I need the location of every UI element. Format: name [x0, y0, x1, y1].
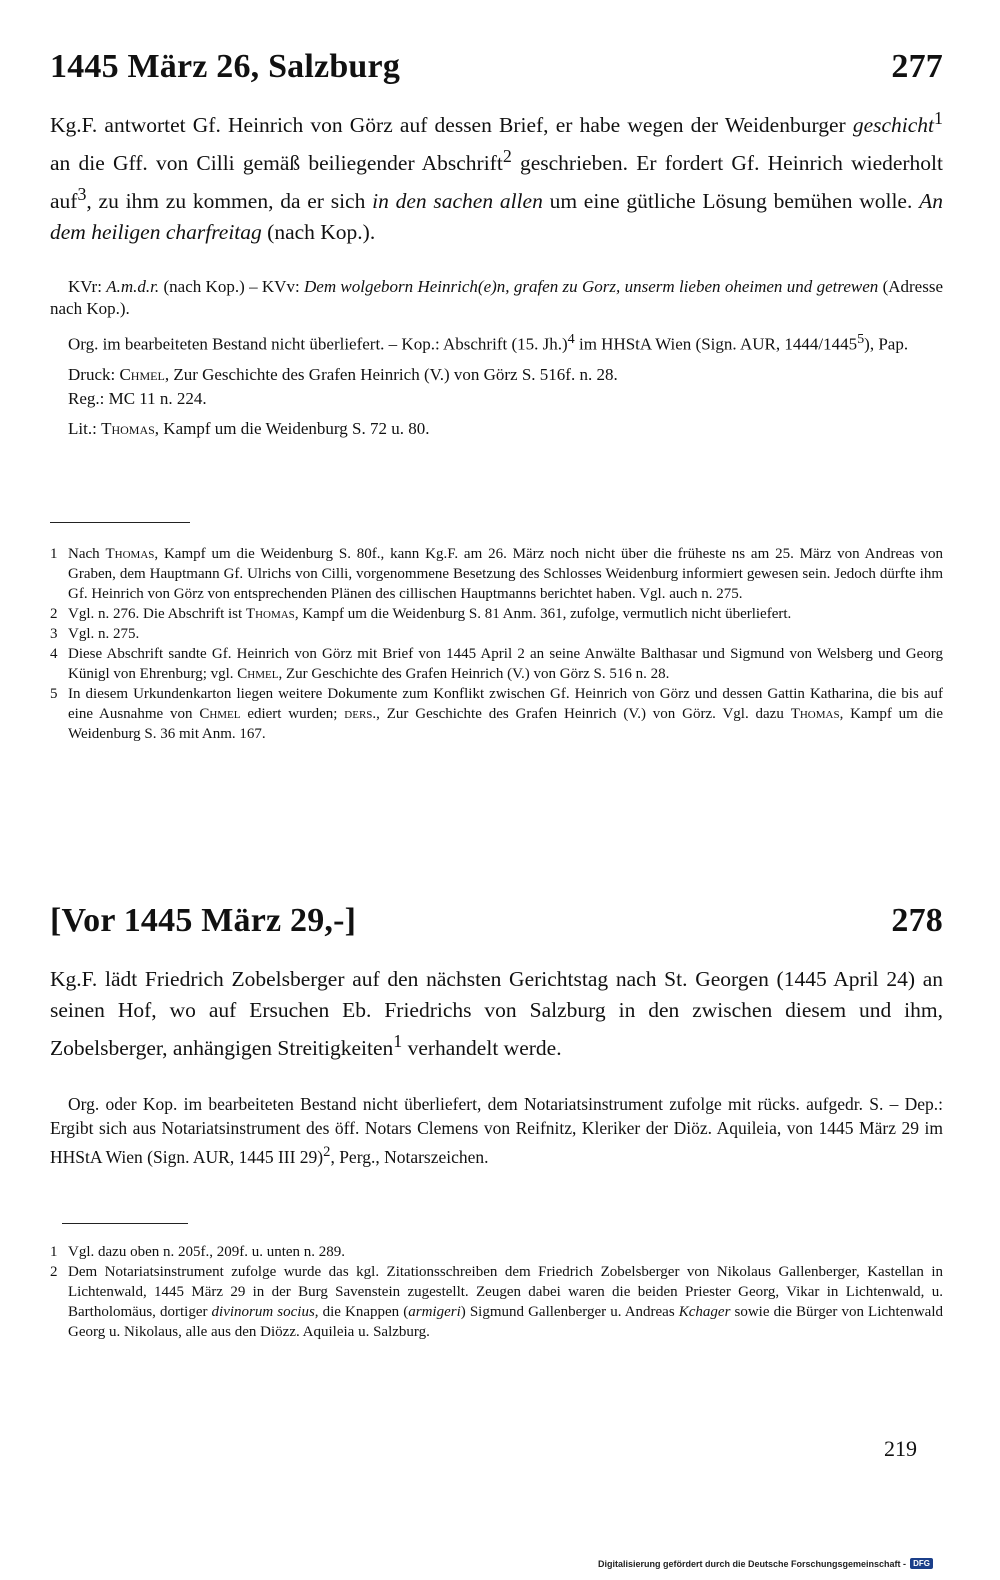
- kv-label: (nach Kop.) – KVv:: [159, 277, 304, 296]
- footnote-number: 2: [50, 1264, 58, 1280]
- page-number: 219: [884, 1436, 917, 1461]
- summary-text: , zu ihm zu kommen, da er sich: [86, 189, 373, 214]
- summary-italic: geschicht: [852, 113, 935, 138]
- regest-278-summary: [50, 964, 943, 1064]
- summary-italic: in den sachen allen: [372, 189, 543, 214]
- org-text: im HHStA Wien (Sign. AUR, 1444/1445: [574, 334, 858, 354]
- footnote-number: 3: [50, 626, 58, 642]
- dfg-footer: [598, 1558, 933, 1569]
- dfg-logo: DFG: [910, 1558, 933, 1569]
- lit-line: [50, 418, 943, 440]
- footnote-part: sowie die Bürger von Lichtenwald Georg u. Nikolaus, alle aus den Diözz. Aquileia u. Salzburg.: [68, 1304, 944, 1340]
- regest-278-title: [Vor 1445 März 29,-]: [50, 902, 357, 939]
- org-text: ), Pap.: [864, 334, 909, 354]
- author-name: Thomas: [790, 706, 840, 722]
- footnote-part: , Kampf um die Weidenburg S. 80f., kann Kg.F. am 26. März noch nicht über die früheste ns am 25. März von Andreas von Graben, dem Hauptmann Gf. Ulrichs von Cilli, vorgenommene Besetzung des Schlosses Weidenburg informiert gewesen sein. Jedoch dürfte ihm Gf. Heinrich von Görz von entsprechenden Plänen des cillischen Hauptmanns berichtet haben. Vgl. auch n. 275.: [68, 546, 943, 602]
- footnote-ref: 1: [393, 1031, 403, 1051]
- footnote-part: , Zur Geschichte des Grafen Heinrich (V.) von Görz. Vgl. dazu: [376, 706, 791, 722]
- summary-text: Kg.F. lädt Friedrich Zobelsberger auf den nächsten Gerichtstag nach St. Georgen (1445 April 24) an seinen Hof, wo auf Ersuchen Eb. Friedrichs von Salzburg in den zwischen diesem und ihm, Zobelsberger, anhängigen Streitigkeiten: [50, 967, 943, 1061]
- footnote-ref: 2: [323, 1144, 331, 1160]
- footnote-part: Vgl. n. 276. Die Abschrift ist: [68, 606, 246, 622]
- footnote-italic: Kchager: [678, 1304, 731, 1320]
- author-name: Thomas: [105, 546, 155, 562]
- footnote-text: Vgl. n. 275.: [68, 626, 140, 642]
- reg-line: Reg.: MC 11 n. 224.: [68, 388, 207, 408]
- kv-text: (Adresse nach Kop.).: [50, 277, 943, 318]
- regest-278-apparatus: [50, 1092, 943, 1177]
- regest-278-number: 278: [891, 902, 943, 939]
- summary-text: verhandelt werde.: [402, 1036, 562, 1061]
- footnote-text: [68, 604, 943, 624]
- footnote-number: 4: [50, 646, 58, 662]
- footnote-ref: 2: [502, 146, 512, 167]
- footnote-part: ediert wurden;: [240, 706, 345, 722]
- footnote-number: 1: [50, 1244, 58, 1260]
- footnote: [50, 544, 943, 604]
- org-text: Org. im bearbeiteten Bestand nicht überliefert. – Kop.: Abschrift (15. Jh.): [68, 334, 568, 354]
- footnote-part: , Zur Geschichte des Grafen Heinrich (V.) von Görz S. 516 n. 28.: [278, 666, 670, 682]
- footnote-rule: [62, 1223, 188, 1224]
- footnote: [50, 1262, 943, 1342]
- summary-text: an die Gff. von Cilli gemäß beiliegender Abschrift: [50, 151, 503, 176]
- org-line: [50, 1092, 943, 1169]
- footnote: [50, 684, 943, 744]
- footnote-part: Diese Abschrift sandte Gf. Heinrich von Görz mit Brief von 1445 April 2 an seine Anwälte Balthasar und Sigmund von Welsberg und Georg Künigl von Ehrenburg; vgl.: [68, 646, 943, 682]
- summary-text: geschrieben. Er fordert Gf. Heinrich wiederholt auf: [50, 151, 944, 214]
- regest-278-heading: [50, 902, 943, 940]
- kv-italic: A.m.d.r.: [106, 277, 160, 296]
- footer-text: Digitalisierung gefördert durch die Deutsche Forschungsgemeinschaft -: [598, 1558, 907, 1569]
- footnote-part: , Kampf um die Weidenburg S. 81 Anm. 361, zufolge, vermutlich nicht überliefert.: [294, 606, 792, 622]
- druck-text: , Zur Geschichte des Grafen Heinrich (V.) von Görz S. 516f. n. 28.: [164, 364, 618, 384]
- regest-278-footnotes: [50, 1242, 943, 1342]
- footnote-ref: 4: [567, 331, 575, 347]
- druck-label: Druck:: [68, 364, 120, 384]
- footnote-italic: armigeri: [408, 1304, 461, 1320]
- regest-277-apparatus: [50, 276, 943, 448]
- org-line: [50, 328, 943, 356]
- footnote-number: 5: [50, 686, 58, 702]
- footnote-ref: 1: [934, 108, 943, 128]
- author-name: Thomas: [245, 606, 295, 622]
- lit-label: Lit.:: [68, 418, 102, 438]
- kv-line: [50, 276, 943, 320]
- author-name: ders.: [344, 706, 377, 722]
- footnote-part: Dem Notariatsinstrument zufolge wurde das kgl. Zitationsschreiben dem Friedrich Zobelsberger von Nikolaus Gallenberger, Kastellan in Lichtenwald, 1445 März 29 in der Burg Savenstein zugestellt. Zeugen dabei waren die beiden Priester Georg, Vikar in Lichtenwald, u. Bartholomäus, dortiger: [68, 1264, 943, 1320]
- footnote-text: [68, 1262, 943, 1342]
- footnote: [50, 1242, 943, 1262]
- footnote-text: Vgl. dazu oben n. 205f., 209f. u. unten n. 289.: [68, 1244, 346, 1260]
- footnote-part: , die Knappen (: [314, 1304, 409, 1320]
- footnote-rule: [50, 522, 190, 523]
- author-name: Thomas: [101, 418, 155, 438]
- footnote-ref: 5: [857, 331, 865, 347]
- regest-277-footnotes: [50, 544, 943, 744]
- regest-277-heading: [50, 48, 943, 86]
- regest-277-number: 277: [891, 48, 943, 85]
- author-name: Chmel: [237, 666, 279, 682]
- author-name: Chmel: [199, 706, 241, 722]
- summary-text: Kg.F. antwortet Gf. Heinrich von Görz auf dessen Brief, er habe wegen der Weidenburger: [50, 113, 853, 138]
- footnote-text: [68, 644, 943, 684]
- footnote: [50, 624, 943, 644]
- footnote-part: , Kampf um die Weidenburg S. 36 mit Anm. 167.: [68, 706, 943, 742]
- lit-text: , Kampf um die Weidenburg S. 72 u. 80.: [154, 418, 430, 438]
- footnote-text: [68, 544, 943, 604]
- org-text: Org. oder Kop. im bearbeiteten Bestand nicht überliefert, dem Notariatsinstrument zufolge mit rücks. aufgedr. S. – Dep.: Ergibt sich aus Notariatsinstrument des öff. Notars Clemens von Reifnitz, Kleriker der Diöz. Aquileia, von 1445 März 29 im HHStA Wien (Sign. AUR, 1445 III 29): [50, 1094, 943, 1167]
- druck-line: [50, 364, 943, 386]
- kv-italic: Dem wolgeborn Heinrich(e)n, grafen zu Gorz, unserm lieben oheimen und getrewen: [304, 277, 879, 296]
- summary-text: um eine gütliche Lösung bemühen wolle.: [542, 189, 920, 214]
- regest-277-title: 1445 März 26, Salzburg: [50, 48, 401, 85]
- footnote-part: In diesem Urkundenkarton liegen weitere Dokumente zum Konflikt zwischen Gf. Heinrich von Görz und dessen Gattin Katharina, die bis auf eine Ausnahme von: [68, 686, 943, 722]
- footnote: [50, 604, 943, 624]
- footnote: [50, 644, 943, 684]
- footnote-part: Nach: [68, 546, 106, 562]
- footnote-number: 1: [50, 546, 58, 562]
- footnote-part: ) Sigmund Gallenberger u. Andreas: [460, 1304, 679, 1320]
- footnote-number: 2: [50, 606, 58, 622]
- author-name: Chmel: [119, 364, 165, 384]
- footnote-italic: divinorum socius: [211, 1304, 315, 1320]
- org-text: , Perg., Notarszeichen.: [330, 1146, 489, 1167]
- kv-label: KVr:: [68, 277, 107, 296]
- summary-text: (nach Kop.).: [261, 220, 376, 245]
- regest-277-summary: [50, 103, 943, 248]
- summary-italic: An dem heiligen charfreitag: [50, 189, 943, 245]
- footnote-ref: 3: [77, 184, 87, 205]
- footnote-text: [68, 684, 943, 744]
